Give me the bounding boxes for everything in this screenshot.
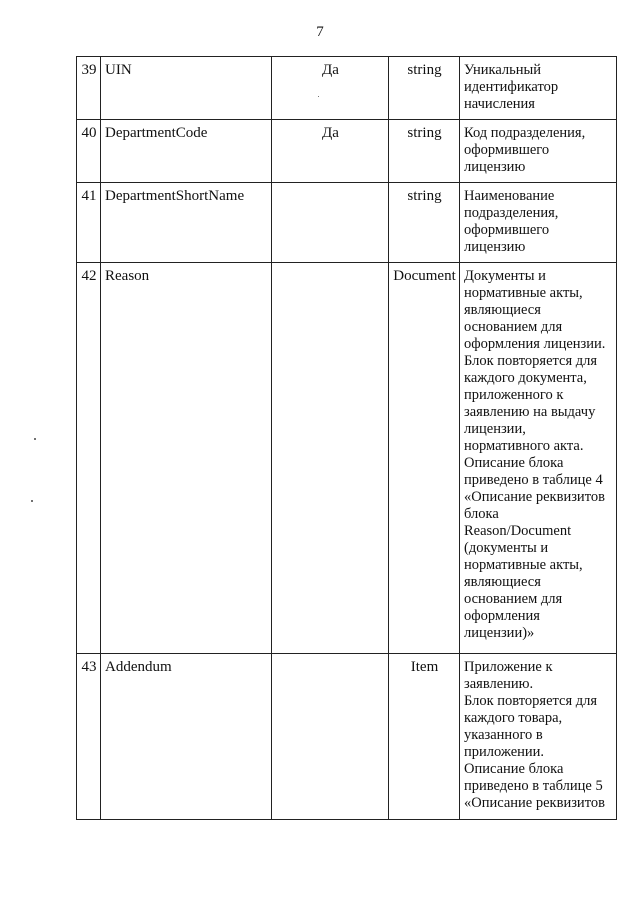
description-line: каждого товара, [464,710,563,726]
row-number: 40 [77,120,101,183]
description-line: основанием для [464,591,563,607]
description-line: лицензии)» [464,625,535,641]
field-name: DepartmentCode [101,120,272,183]
description-line: блока [464,506,499,522]
description-line: Блок повторяется для [464,693,598,709]
row-number: 43 [77,654,101,820]
scan-speck [34,438,36,440]
description-line: Блок повторяется для [464,353,598,369]
required-flag [272,263,389,654]
description-line: подразделения, [464,205,559,221]
description-line: приведено в таблице 4 [464,472,603,488]
field-description [460,263,617,654]
description-line: основанием для [464,319,563,335]
description-line: «Описание реквизитов [464,795,605,811]
description-line: (документы и [464,540,549,556]
scan-speck [31,500,33,502]
row-number: 41 [77,183,101,263]
description-line: указанного в [464,727,543,743]
description-line: каждого документа, [464,370,587,386]
description-line: Reason/Document [464,523,572,539]
description-line: являющиеся [464,302,541,318]
description-line: идентификатор [464,79,559,95]
description-line: Приложение к [464,659,553,675]
description-line: приложении. [464,744,545,760]
requisites-table [76,56,617,820]
description-line: нормативные акты, [464,557,583,573]
description-line: Описание блока [464,761,564,777]
table-row [77,183,617,263]
description-line: оформившего [464,142,550,158]
field-name: Reason [101,263,272,654]
field-description [460,183,617,263]
description-line: заявлению. [464,676,534,692]
field-type: Document [389,263,460,654]
field-type: Item [389,654,460,820]
row-number: 39 [77,57,101,120]
table-row [77,57,617,120]
description-line: оформления [464,608,540,624]
table-row [77,654,617,820]
description-line: приложенного к [464,387,564,403]
description-line: оформившего [464,222,550,238]
description-line: оформления лицензии. [464,336,606,352]
description-line: являющиеся [464,574,541,590]
field-description [460,120,617,183]
page-number: 7 [316,24,324,40]
field-description [460,654,617,820]
table-row [77,263,617,654]
field-type: string [389,120,460,183]
table-row [77,120,617,183]
description-line: «Описание реквизитов [464,489,605,505]
description-line: заявлению на выдачу [464,404,596,420]
description-line: нормативные акты, [464,285,583,301]
description-line: Описание блока [464,455,564,471]
description-line: лицензии, [464,421,526,437]
row-number: 42 [77,263,101,654]
required-flag [272,183,389,263]
field-name: UIN [101,57,272,120]
description-line: начисления [464,96,535,112]
description-line: Наименование [464,188,555,204]
description-line: лицензию [464,239,526,255]
description-line: Документы и [464,268,546,284]
description-line: Уникальный [464,62,542,78]
field-description [460,57,617,120]
field-type: string [389,183,460,263]
field-name: DepartmentShortName [101,183,272,263]
description-line: приведено в таблице 5 [464,778,603,794]
required-flag: Да [272,120,389,183]
field-name: Addendum [101,654,272,820]
required-flag: Да [272,57,389,120]
description-line: нормативного акта. [464,438,584,454]
description-line: лицензию [464,159,526,175]
description-line: Код подразделения, [464,125,586,141]
required-flag [272,654,389,820]
field-type: string [389,57,460,120]
